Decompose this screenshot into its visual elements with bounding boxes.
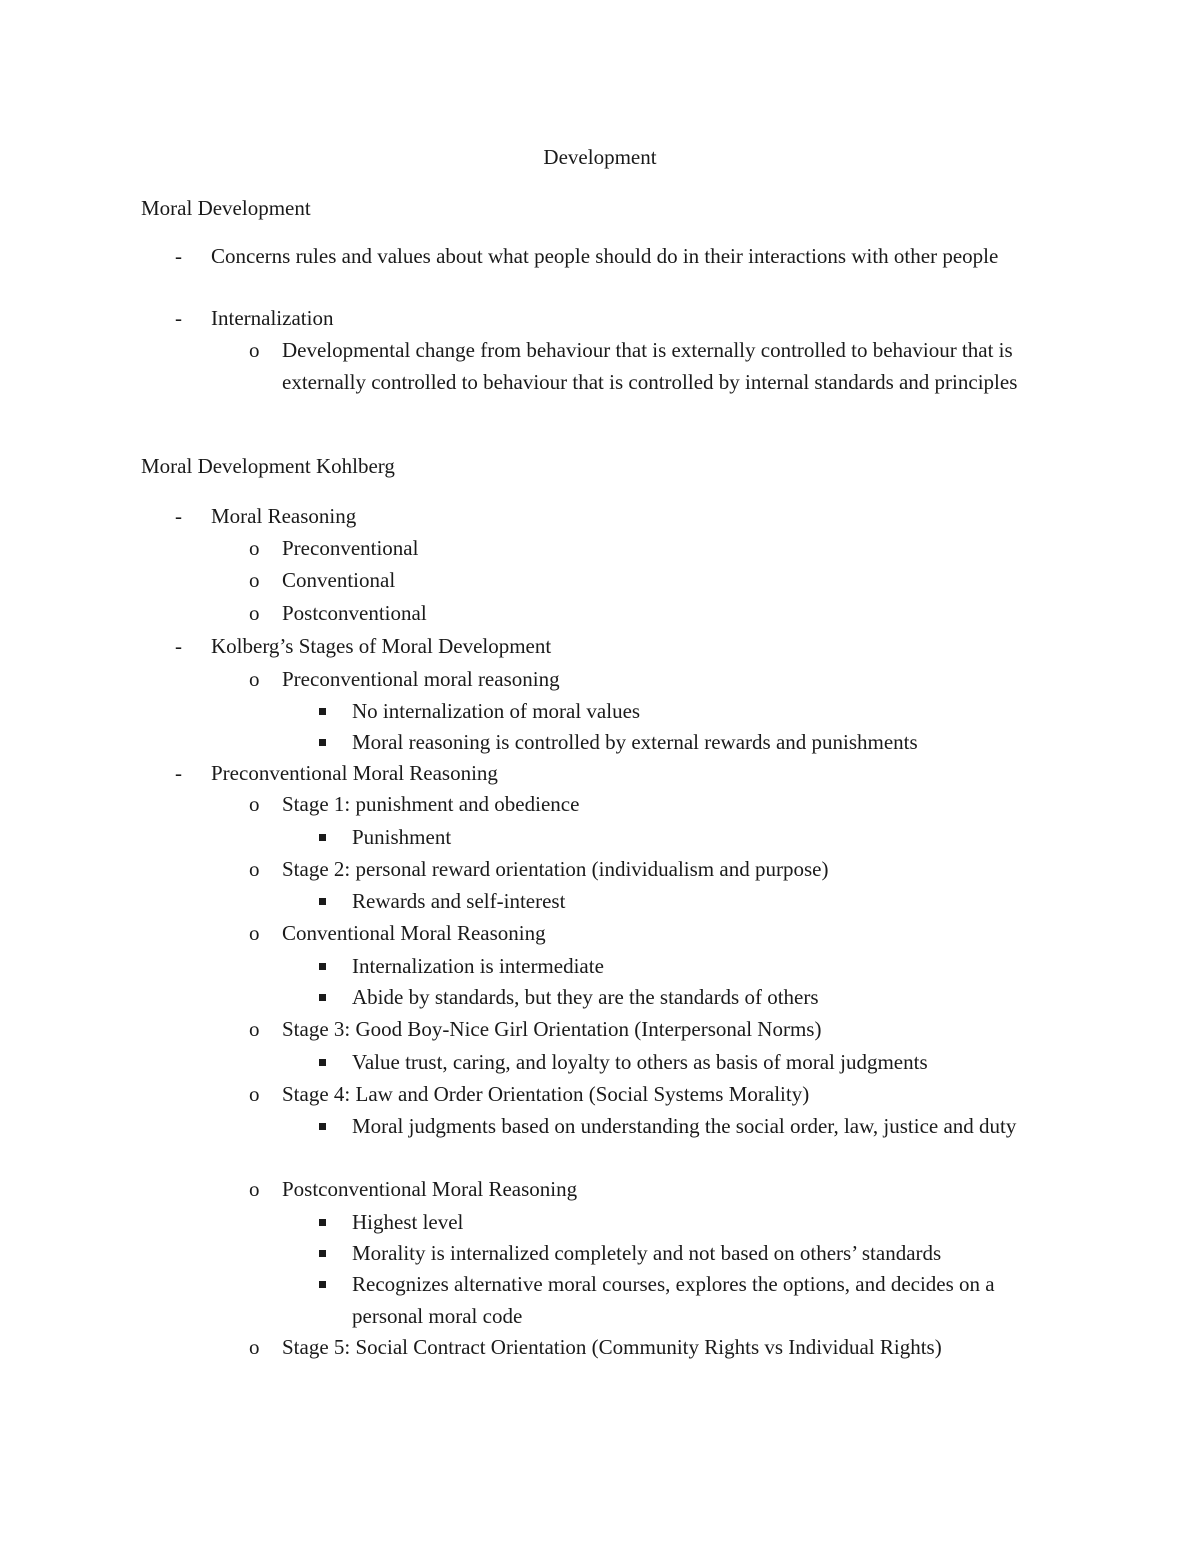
list-item-text: Postconventional Moral Reasoning [282, 1177, 578, 1201]
list-item [352, 982, 1062, 1014]
list-item-text: Value trust, caring, and loyalty to others as basis of moral judgments [352, 1050, 928, 1074]
list-item [249, 1079, 1052, 1111]
circle-bullet-marker: o [249, 667, 260, 691]
list-item [249, 533, 1052, 565]
dash-bullet-marker: - [175, 306, 182, 330]
square-bullet-marker [319, 739, 326, 746]
list-item [175, 303, 1051, 335]
list-item [352, 1238, 1062, 1270]
square-bullet-marker [319, 834, 326, 841]
list-item [352, 696, 1062, 728]
list-item-text: Preconventional [282, 536, 419, 560]
circle-bullet-marker: o [249, 792, 260, 816]
dash-bullet-marker: - [175, 504, 182, 528]
list-item-text: Stage 1: punishment and obedience [282, 792, 580, 816]
list-item-text: Conventional [282, 568, 396, 592]
list-item-text: Stage 4: Law and Order Orientation (Social Systems Morality) [282, 1082, 810, 1106]
circle-bullet-marker: o [249, 1335, 260, 1359]
square-bullet-marker [319, 1123, 326, 1130]
list-item [249, 918, 1052, 950]
list-item-text: Internalization [211, 306, 334, 330]
list-item-text: No internalization of moral values [352, 699, 641, 723]
list-item-text: Moral Reasoning [211, 504, 357, 528]
list-item-text: Highest level [352, 1210, 464, 1234]
list-item [352, 822, 1062, 854]
document-title: Development [543, 145, 657, 169]
square-bullet-marker [319, 708, 326, 715]
list-item-text: Stage 2: personal reward orientation (individualism and purpose) [282, 857, 829, 881]
list-item [249, 1332, 1052, 1364]
circle-bullet-marker: o [249, 601, 260, 625]
circle-bullet-marker: o [249, 536, 260, 560]
list-item-text: Morality is internalized completely and not based on others’ standards [352, 1241, 942, 1265]
list-item-text: Moral judgments based on understanding the social order, law, justice and duty [352, 1114, 1017, 1138]
dash-bullet-marker: - [175, 244, 182, 268]
list-item [352, 1047, 1062, 1079]
list-item-text: Stage 5: Social Contract Orientation (Community Rights vs Individual Rights) [282, 1335, 942, 1359]
square-bullet-marker [319, 963, 326, 970]
list-item-text: Stage 3: Good Boy-Nice Girl Orientation (Interpersonal Norms) [282, 1017, 822, 1041]
list-item-text: Abide by standards, but they are the standards of others [352, 985, 819, 1009]
list-item-text: Punishment [352, 825, 452, 849]
section-heading: Moral Development Kohlberg [141, 454, 395, 478]
list-item [352, 1207, 1062, 1239]
list-item-text: Recognizes alternative moral courses, explores the options, and decides on a personal moral code [352, 1272, 995, 1328]
circle-bullet-marker: o [249, 921, 260, 945]
list-item-text: Moral reasoning is controlled by external rewards and punishments [352, 730, 918, 754]
list-item-text: Preconventional moral reasoning [282, 667, 560, 691]
list-item [175, 758, 1051, 790]
list-item [249, 598, 1052, 630]
section-heading: Moral Development [141, 196, 311, 220]
list-item-text: Preconventional Moral Reasoning [211, 761, 498, 785]
list-item-text: Concerns rules and values about what people should do in their interactions with other people [211, 244, 999, 268]
square-bullet-marker [319, 1250, 326, 1257]
list-item [352, 1111, 1062, 1143]
list-item-text: Developmental change from behaviour that is externally controlled to behaviour that is externally controlled to behaviour that is controlled by internal standards and principles [282, 338, 1018, 394]
list-item [352, 727, 1062, 759]
list-item [175, 501, 1051, 533]
list-item [249, 565, 1052, 597]
list-item [352, 886, 1062, 918]
list-item [249, 854, 1052, 886]
circle-bullet-marker: o [249, 568, 260, 592]
square-bullet-marker [319, 1219, 326, 1226]
circle-bullet-marker: o [249, 338, 260, 362]
list-item [249, 1014, 1052, 1046]
circle-bullet-marker: o [249, 1177, 260, 1201]
list-item [249, 664, 1052, 696]
list-item [352, 1269, 1062, 1332]
list-item [175, 631, 1051, 663]
list-item-text: Rewards and self-interest [352, 889, 566, 913]
list-item [352, 951, 1062, 983]
list-item [249, 789, 1052, 821]
circle-bullet-marker: o [249, 857, 260, 881]
square-bullet-marker [319, 1059, 326, 1066]
dash-bullet-marker: - [175, 761, 182, 785]
square-bullet-marker [319, 994, 326, 1001]
square-bullet-marker [319, 1281, 326, 1288]
square-bullet-marker [319, 898, 326, 905]
list-item [249, 335, 1052, 398]
list-item [175, 241, 1051, 273]
dash-bullet-marker: - [175, 634, 182, 658]
list-item [249, 1174, 1052, 1206]
circle-bullet-marker: o [249, 1017, 260, 1041]
list-item-text: Conventional Moral Reasoning [282, 921, 546, 945]
circle-bullet-marker: o [249, 1082, 260, 1106]
list-item-text: Postconventional [282, 601, 427, 625]
list-item-text: Internalization is intermediate [352, 954, 604, 978]
list-item-text: Kolberg’s Stages of Moral Development [211, 634, 552, 658]
